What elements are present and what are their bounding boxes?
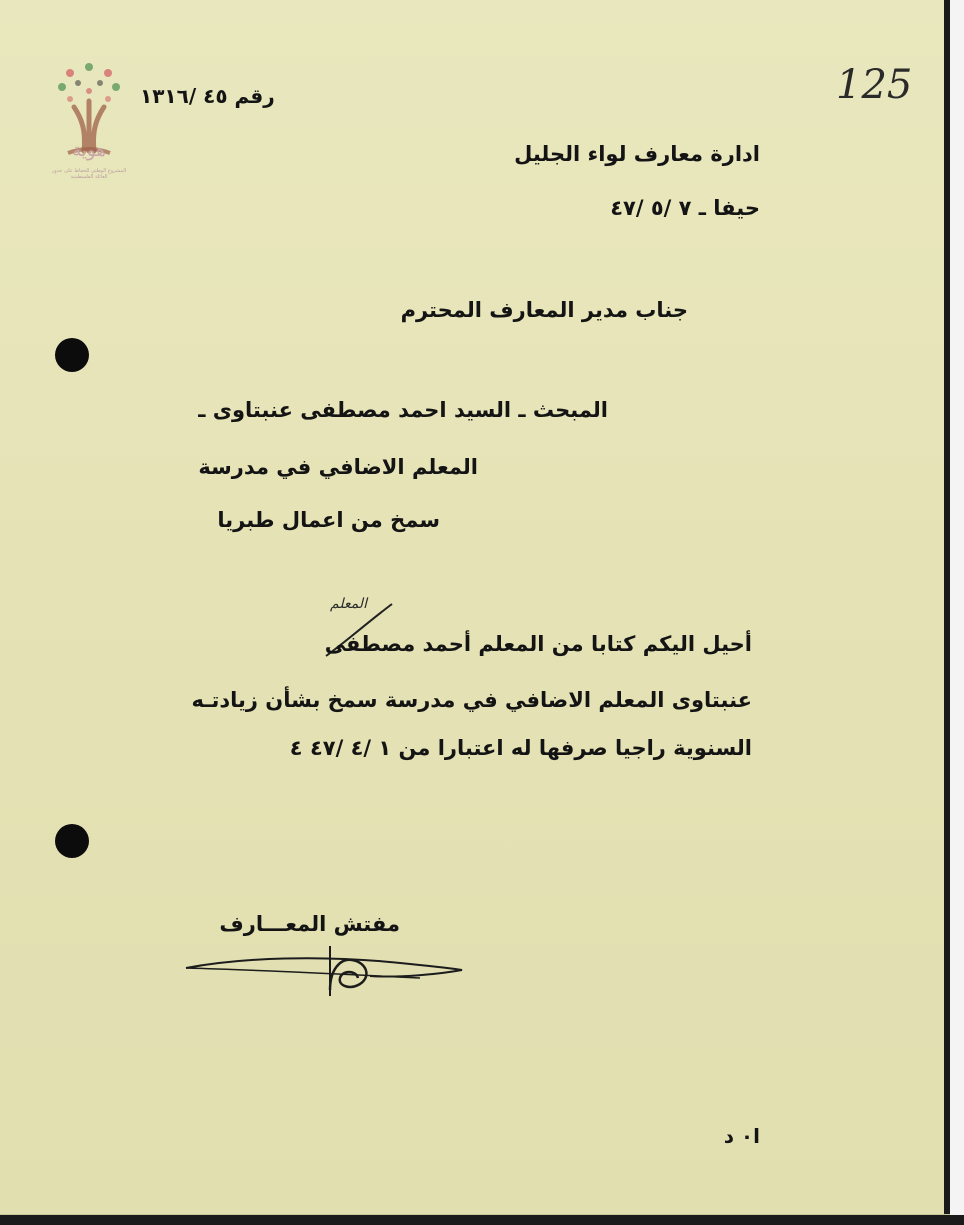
signature-title: مفتش المعـــارف [219,912,400,936]
signature-scribble [180,940,470,1000]
watermark-subtitle: المشروع الوطني للحفاظ على جذور العائلة الفلسطينية [51,168,127,180]
body-line-2: عنبتاوى المعلم الاضافي في مدرسة سمخ بشأن زيادتـه [191,688,752,712]
reference-number: رقم ٤٥ /١٣١٦ [140,84,275,108]
office-name: ادارة معارف لواء الجليل [514,142,760,166]
addressee: جناب مدير المعارف المحترم [400,298,688,322]
scan-margin-right [950,0,964,1225]
body-line-1: أحيل اليكم كتابا من المعلم أحمد مصطفى [324,632,752,656]
handwritten-correction: المعلم [330,596,367,612]
punch-hole-bottom [55,824,89,858]
city-date: حيفا ـ ٧ /٥ /٤٧ [610,196,760,220]
body-line-3: السنوية راجيا صرفها له اعتبارا من ١ /٤ /٤٧ ٤ [289,736,752,760]
page-number: 125 [836,62,913,108]
typist-initials: ا٠ د [723,1124,760,1148]
scan-edge-bottom [0,1215,964,1225]
subject-line-3: سمخ من اعمال طبريا [217,508,440,532]
subject-line-2: المعلم الاضافي في مدرسة [198,455,478,479]
punch-hole-top [55,338,89,372]
family-tree-icon [48,36,130,186]
subject-line-1: المبحث ـ السيد احمد مصطفى عنبتاوى ـ [198,398,608,422]
watermark-text: هوية [72,140,106,161]
